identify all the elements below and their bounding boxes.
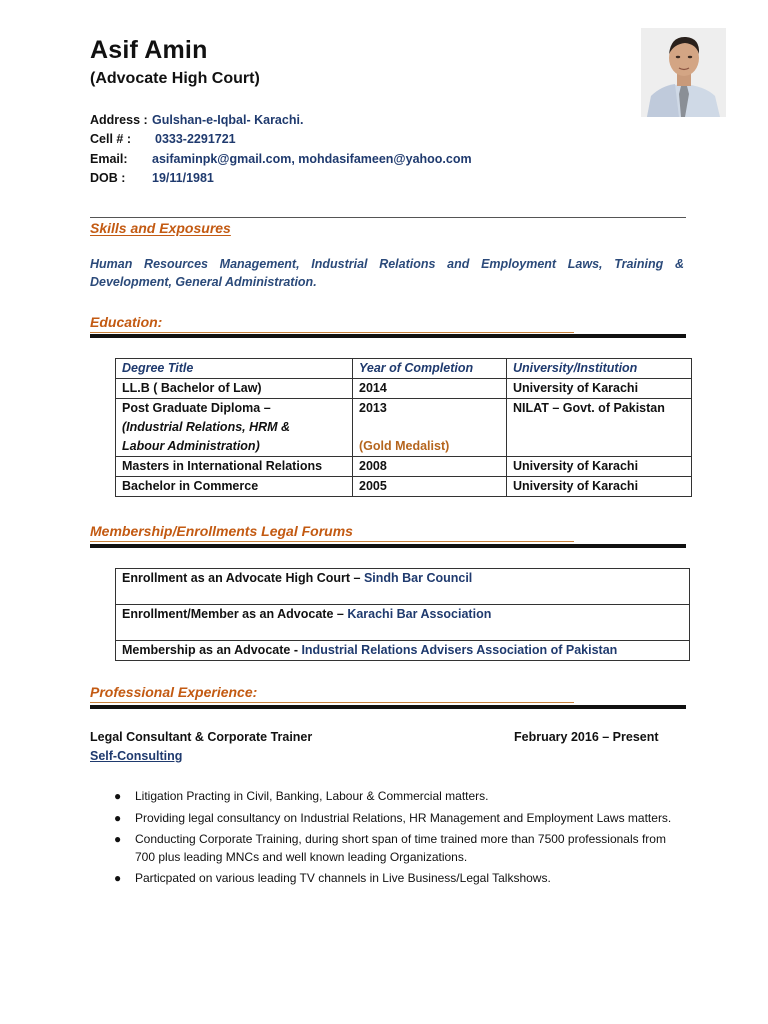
cell-value: 0333-2291721	[155, 132, 236, 147]
profile-photo-image	[641, 28, 726, 117]
gold-medalist-note: (Gold Medalist)	[359, 439, 450, 453]
degree-cell: Masters in International Relations	[116, 457, 353, 477]
list-item	[110, 870, 680, 888]
bullet-icon: ●	[114, 871, 122, 885]
job-title: Legal Consultant & Corporate Trainer	[90, 730, 313, 744]
cell-row	[90, 130, 472, 149]
institution-cell: University of Karachi	[507, 379, 692, 399]
membership-text: Membership as an Advocate -	[122, 643, 302, 657]
degree-cell: LL.B ( Bachelor of Law)	[116, 379, 353, 399]
experience-title: Professional Experience:	[90, 684, 258, 700]
address-label: Address :	[90, 113, 148, 127]
column-header: University/Institution	[507, 359, 692, 379]
address-row	[90, 111, 472, 130]
duty-text: Particpated on various leading TV channels in Live Business/Legal Talkshows.	[135, 871, 551, 885]
table-row	[116, 569, 690, 605]
list-item	[110, 810, 680, 828]
skills-title: Skills and Exposures	[90, 220, 231, 236]
column-header: Degree Title	[116, 359, 353, 379]
membership-table	[115, 568, 690, 661]
experience-divider	[90, 705, 686, 709]
skills-text: Human Resources Management, Industrial Relations and Employment Laws, Training & Development, General Administration.	[90, 257, 684, 289]
email-label: Email:	[90, 151, 128, 166]
membership-title: Membership/Enrollments Legal Forums	[90, 523, 353, 539]
membership-text: Enrollment as an Advocate High Court –	[122, 571, 364, 585]
table-row	[116, 477, 692, 497]
degree-line: Labour Administration)	[122, 439, 260, 453]
dob-label: DOB :	[90, 170, 126, 185]
membership-org: Sindh Bar Council	[363, 571, 473, 585]
profile-photo	[641, 28, 726, 117]
contact-block	[90, 111, 472, 188]
membership-cell	[116, 641, 690, 661]
bullet-icon: ●	[114, 832, 122, 846]
education-table	[115, 358, 692, 497]
duties-list	[110, 788, 680, 892]
membership-cell	[116, 605, 690, 641]
year-value: 2013	[359, 401, 387, 415]
year-cell	[353, 399, 507, 457]
duty-text: Providing legal consultancy on Industrial Relations, HR Management and Employment Laws matters.	[135, 810, 672, 825]
degree-line: (Industrial Relations, HRM &	[122, 420, 291, 434]
education-title: Education:	[90, 314, 163, 330]
membership-accent-rule	[90, 541, 574, 542]
membership-divider	[90, 544, 686, 548]
institution-cell: University of Karachi	[507, 457, 692, 477]
bullet-icon: ●	[114, 789, 122, 803]
job-date: February 2016 – Present	[514, 730, 659, 744]
list-item	[110, 788, 680, 806]
cell-label: Cell # :	[90, 132, 131, 147]
institution-cell: University of Karachi	[507, 477, 692, 497]
year-cell: 2005	[353, 477, 507, 497]
education-header-row	[116, 359, 692, 379]
year-cell: 2008	[353, 457, 507, 477]
list-item	[110, 831, 680, 866]
membership-org: Industrial Relations Advisers Association of Pakistan	[301, 643, 618, 657]
dob-value: 19/11/1981	[152, 170, 214, 185]
education-accent-rule	[90, 332, 574, 333]
table-row	[116, 379, 692, 399]
candidate-subtitle: (Advocate High Court)	[90, 70, 260, 87]
membership-text: Enrollment/Member as an Advocate –	[122, 607, 348, 621]
table-row	[116, 605, 690, 641]
membership-org: Karachi Bar Association	[347, 607, 492, 621]
degree-cell	[116, 399, 353, 457]
dob-row	[90, 169, 472, 188]
education-divider	[90, 334, 686, 338]
address-value: Gulshan-e-Iqbal- Karachi.	[152, 113, 304, 127]
year-cell: 2014	[353, 379, 507, 399]
bullet-icon: ●	[114, 810, 122, 825]
membership-cell	[116, 569, 690, 605]
email-row	[90, 150, 472, 169]
experience-accent-rule	[90, 702, 574, 703]
institution-cell: NILAT – Govt. of Pakistan	[507, 399, 692, 457]
email-value[interactable]: asifaminpk@gmail.com, mohdasifameen@yahoo.com	[152, 151, 472, 166]
skills-divider	[90, 217, 686, 218]
duty-text: Litigation Practing in Civil, Banking, Labour & Commercial matters.	[135, 789, 489, 803]
table-row	[116, 641, 690, 661]
degree-line: Post Graduate Diploma –	[122, 401, 271, 415]
degree-cell: Bachelor in Commerce	[116, 477, 353, 497]
table-row	[116, 399, 692, 457]
column-header: Year of Completion	[353, 359, 507, 379]
job-company: Self-Consulting	[90, 749, 183, 763]
candidate-name: Asif Amin	[90, 36, 208, 64]
table-row	[116, 457, 692, 477]
duty-text: Conducting Corporate Training, during short span of time trained more than 7500 professionals from 700 plus leading MNCs and well known leading Organizations.	[135, 832, 666, 864]
